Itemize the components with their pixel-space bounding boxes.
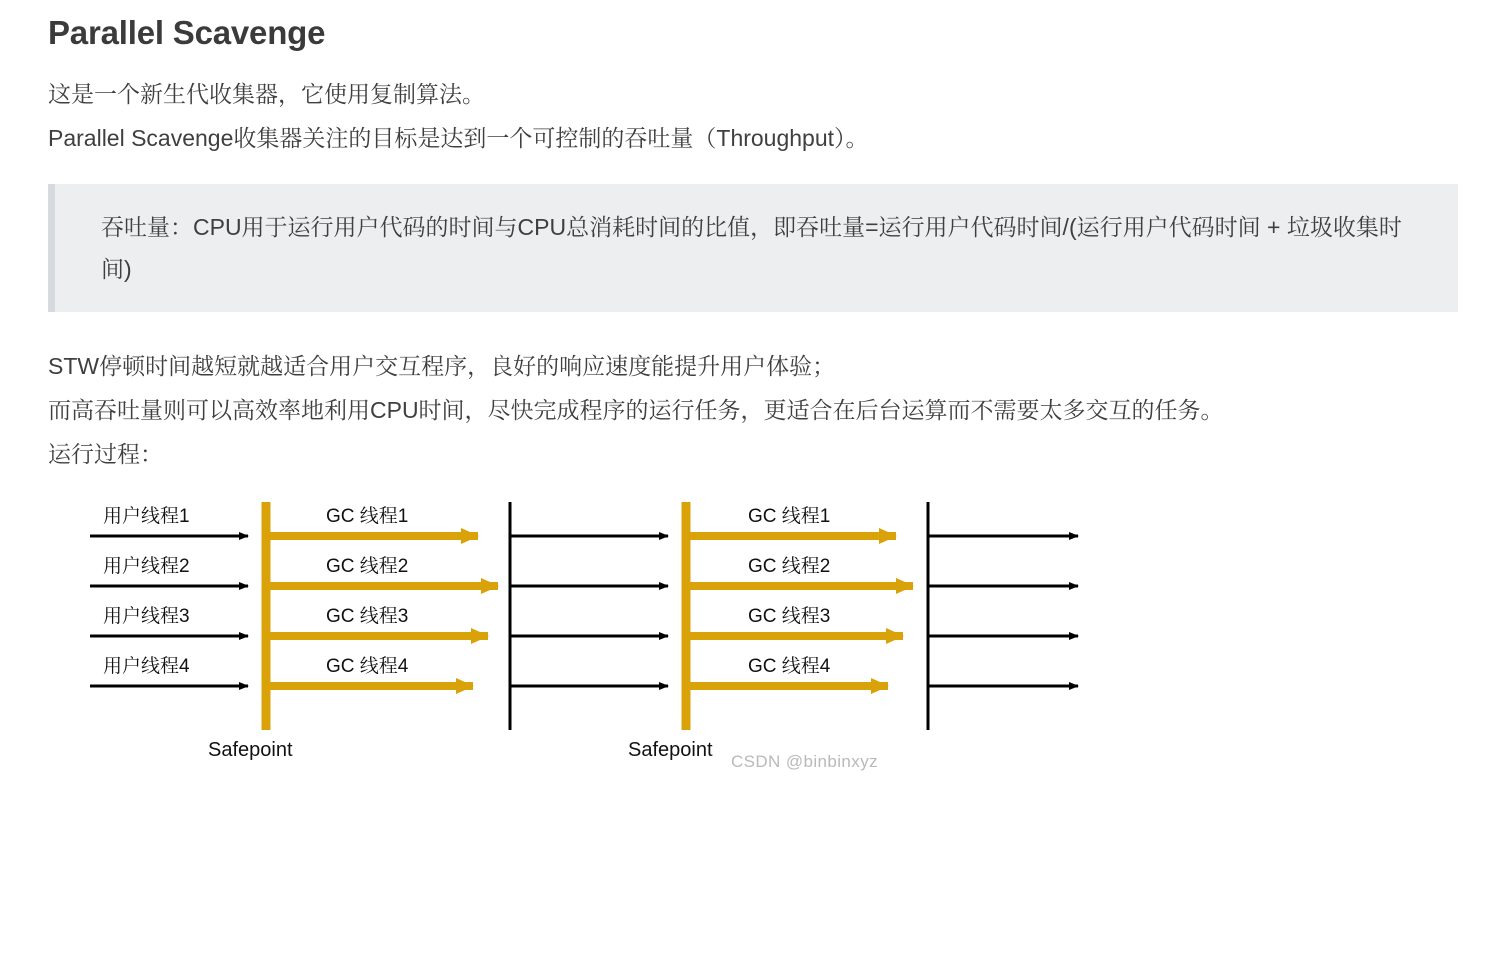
user-thread-labels [103, 505, 190, 677]
body-line-1: STW停顿时间越短就越适合用户交互程序，良好的响应速度能提升用户体验； [48, 353, 836, 379]
body-block [48, 346, 1458, 474]
safepoint-label-left: Safepoint [208, 739, 293, 761]
safepoint-label-right: Safepoint [628, 739, 713, 761]
watermark: CSDN @binbinxyz [730, 752, 878, 771]
gc-thread-left-label-1: GC 线程1 [326, 506, 409, 527]
document-page [0, 14, 1498, 960]
gc-thread-left-label-4: GC 线程4 [326, 656, 409, 677]
gc-thread-left-label-2: GC 线程2 [326, 556, 409, 577]
user-thread-arrows-right [929, 536, 1078, 686]
intro-line-2: Parallel Scavenge收集器关注的目标是达到一个可控制的吞吐量（Throughput）。 [48, 125, 869, 151]
gc-thread-right-label-2: GC 线程2 [748, 556, 831, 577]
user-thread-label-1: 用户线程1 [103, 506, 190, 527]
gc-timeline-figure [48, 488, 1178, 778]
blockquote-text: 吞吐量：CPU用于运行用户代码的时间与CPU总消耗时间的比值，即吞吐量=运行用户代码时间/(运行用户代码时间 + 垃圾收集时间) [101, 214, 1402, 282]
intro-line-1: 这是一个新生代收集器，它使用复制算法。 [48, 81, 485, 107]
gc-thread-right-label-1: GC 线程1 [748, 506, 831, 527]
gc-thread-right-label-4: GC 线程4 [748, 656, 831, 677]
gc-thread-right-label-3: GC 线程3 [748, 606, 831, 627]
gc-thread-labels-right [748, 505, 831, 677]
blockquote [48, 184, 1458, 312]
body-line-3: 运行过程： [48, 441, 163, 467]
user-thread-label-4: 用户线程4 [103, 656, 190, 677]
user-thread-label-2: 用户线程2 [103, 556, 190, 577]
user-thread-arrows-middle [511, 536, 668, 686]
user-thread-label-3: 用户线程3 [103, 606, 190, 627]
gc-timeline-svg [48, 488, 1178, 778]
page-title: Parallel Scavenge [48, 14, 326, 51]
body-line-2: 而高吞吐量则可以高效率地利用CPU时间，尽快完成程序的运行任务，更适合在后台运算而不需要太多交互的任务。 [48, 397, 1224, 423]
gc-thread-left-label-3: GC 线程3 [326, 606, 409, 627]
gc-thread-labels-left [326, 505, 409, 677]
